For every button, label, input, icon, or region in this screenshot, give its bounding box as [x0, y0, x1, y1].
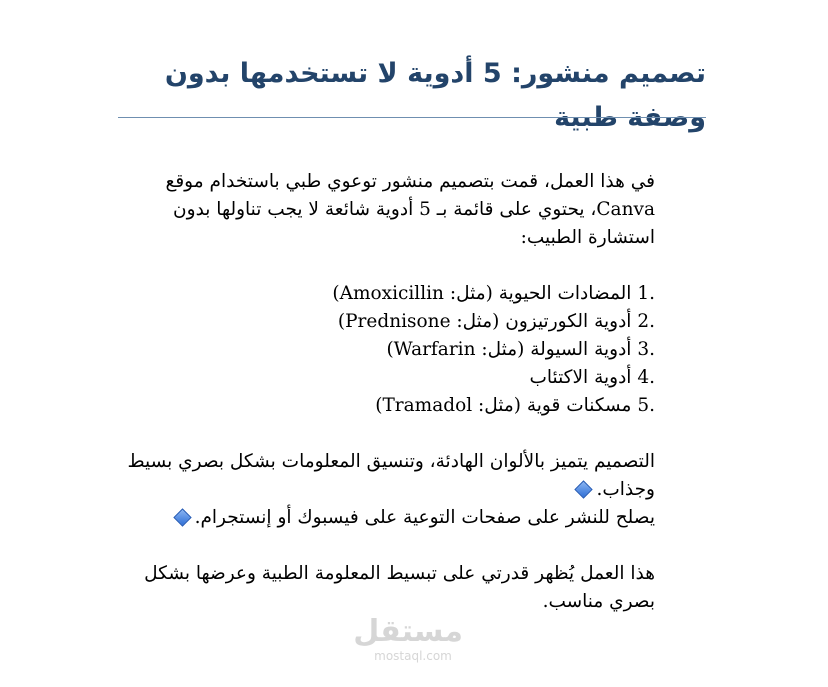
- mostaql-watermark: [353, 614, 463, 663]
- list-number: 4.: [637, 367, 655, 388]
- feature-text: يصلح للنشر على صفحات التوعية على فيسبوك أو إنستجرام.: [194, 507, 655, 528]
- feature-line: [120, 448, 655, 504]
- blue-diamond-icon: [173, 508, 191, 526]
- feature-text: التصميم يتميز بالألوان الهادئة، وتنسيق المعلومات بشكل بصري بسيط وجذاب.: [127, 451, 655, 500]
- document-body: [120, 168, 655, 616]
- list-item-text: المضادات الحيوية (مثل: Amoxicillin): [332, 283, 632, 304]
- medicine-list: [120, 280, 655, 420]
- list-item-text: أدوية الاكتئاب: [529, 367, 632, 388]
- intro-paragraph: في هذا العمل، قمت بتصميم منشور توعوي طبي باستخدام موقع Canva، يحتوي على قائمة بـ 5 أدوية شائعة لا يجب تناولها بدون استشارة الطبيب:: [165, 171, 655, 248]
- list-number: 1.: [637, 283, 655, 304]
- list-number: 2.: [637, 311, 655, 332]
- blue-diamond-icon: [575, 480, 593, 498]
- list-item-text: مسكنات قوية (مثل: Tramadol): [375, 395, 632, 416]
- watermark-arabic: مستقل: [353, 614, 463, 649]
- page-title: تصميم منشور: 5 أدوية لا تستخدمها بدون وصفة طبية: [164, 58, 706, 134]
- list-item: [120, 308, 655, 336]
- list-item-text: أدوية الكورتيزون (مثل: Prednisone): [337, 311, 632, 332]
- list-number: 3.: [637, 339, 655, 360]
- list-item: [120, 392, 655, 420]
- list-number: 5.: [637, 395, 655, 416]
- watermark-latin: mostaql.com: [374, 649, 452, 663]
- feature-line: [120, 504, 655, 532]
- list-item: [120, 364, 655, 392]
- list-item: [120, 336, 655, 364]
- list-item-text: أدوية السيولة (مثل: Warfarin): [386, 339, 632, 360]
- conclusion-paragraph: هذا العمل يُظهر قدرتي على تبسيط المعلومة الطبية وعرضها بشكل بصري مناسب.: [144, 563, 655, 612]
- title-divider: [118, 117, 706, 118]
- list-item: [120, 280, 655, 308]
